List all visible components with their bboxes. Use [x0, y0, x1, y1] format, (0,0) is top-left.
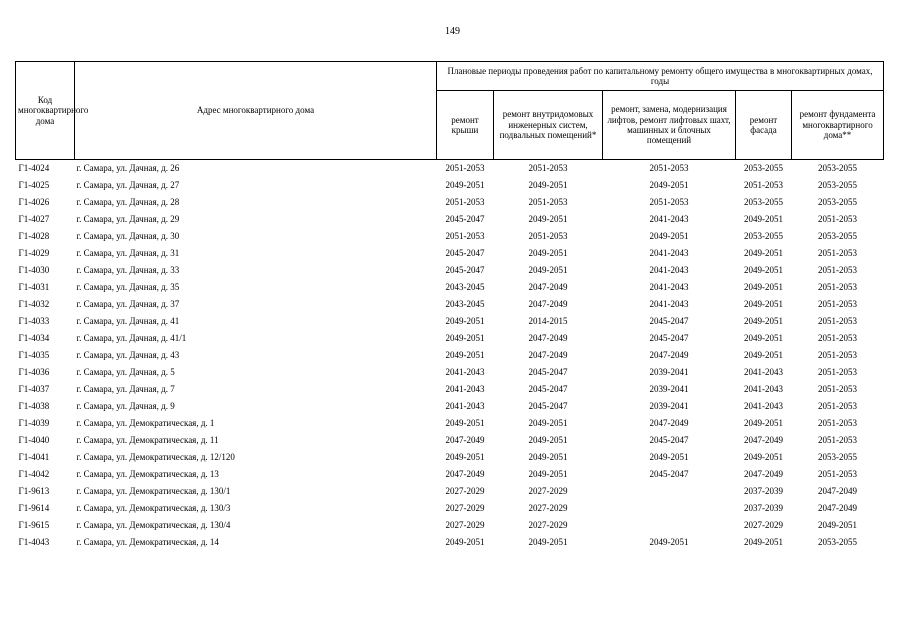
cell-facade: 2041-2043 — [744, 384, 783, 395]
cell-foundation: 2053-2055 — [818, 537, 858, 548]
cell-facade: 2049-2051 — [744, 214, 783, 225]
cell-systems: 2027-2029 — [528, 486, 568, 497]
cell-address: г. Самара, ул. Дачная, д. 29 — [76, 214, 180, 225]
cell-code: Г1-9614 — [18, 503, 50, 514]
cell-lifts: 2039-2041 — [649, 384, 689, 395]
cell-foundation: 2051-2053 — [818, 248, 858, 259]
cell-roof: 2049-2051 — [445, 180, 485, 191]
cell-address: г. Самара, ул. Дачная, д. 26 — [76, 163, 180, 174]
cell-systems: 2047-2049 — [528, 282, 568, 293]
cell-foundation: 2053-2055 — [818, 231, 858, 242]
cell-foundation: 2053-2055 — [818, 180, 858, 191]
cell-code: Г1-4042 — [18, 469, 50, 480]
cell-lifts: 2047-2049 — [649, 350, 689, 361]
cell-code: Г1-4026 — [18, 197, 50, 208]
cell-code: Г1-4037 — [18, 384, 50, 395]
cell-lifts: 2051-2053 — [649, 197, 689, 208]
cell-foundation: 2053-2055 — [818, 163, 858, 174]
cell-foundation: 2047-2049 — [818, 503, 858, 514]
cell-address: г. Самара, ул. Дачная, д. 41/1 — [76, 333, 187, 344]
cell-facade: 2051-2053 — [744, 180, 783, 191]
cell-foundation: 2051-2053 — [818, 418, 858, 429]
cell-code: Г1-9613 — [18, 486, 50, 497]
cell-systems: 2049-2051 — [528, 214, 568, 225]
cell-lifts: 2039-2041 — [649, 367, 689, 378]
cell-roof: 2049-2051 — [445, 418, 485, 429]
cell-facade: 2027-2029 — [744, 520, 783, 531]
header-systems: ремонт внутридомовых инженерных систем, подвальных помещений* — [494, 91, 603, 160]
cell-systems: 2027-2029 — [528, 503, 568, 514]
table-row — [16, 296, 884, 313]
cell-lifts: 2051-2053 — [649, 163, 689, 174]
cell-facade: 2053-2055 — [744, 163, 783, 174]
table-body — [16, 160, 884, 552]
table-row — [16, 160, 884, 178]
cell-foundation: 2049-2051 — [818, 520, 858, 531]
cell-lifts: 2047-2049 — [649, 418, 689, 429]
cell-lifts: 2049-2051 — [649, 180, 689, 191]
table-row — [16, 211, 884, 228]
table-row — [16, 262, 884, 279]
table-row — [16, 364, 884, 381]
cell-roof: 2043-2045 — [445, 299, 485, 310]
cell-lifts: 2045-2047 — [649, 333, 689, 344]
table-row — [16, 466, 884, 483]
cell-foundation: 2051-2053 — [818, 367, 858, 378]
cell-address: г. Самара, ул. Демократическая, д. 130/1 — [76, 486, 231, 497]
cell-code: Г1-4030 — [18, 265, 50, 276]
cell-foundation: 2051-2053 — [818, 299, 858, 310]
cell-facade: 2041-2043 — [744, 401, 783, 412]
cell-code: Г1-4041 — [18, 452, 50, 463]
cell-address: г. Самара, ул. Дачная, д. 28 — [76, 197, 180, 208]
cell-lifts: 2041-2043 — [649, 214, 689, 225]
cell-roof: 2041-2043 — [445, 384, 485, 395]
table-row — [16, 517, 884, 534]
cell-lifts: 2045-2047 — [649, 435, 689, 446]
cell-lifts — [603, 517, 736, 534]
cell-lifts: 2049-2051 — [649, 537, 689, 548]
cell-systems: 2049-2051 — [528, 418, 568, 429]
cell-facade: 2037-2039 — [744, 503, 783, 514]
table-row — [16, 245, 884, 262]
cell-foundation: 2051-2053 — [818, 265, 858, 276]
cell-code: Г1-4038 — [18, 401, 50, 412]
cell-roof: 2049-2051 — [445, 537, 485, 548]
table-row — [16, 500, 884, 517]
table-row — [16, 347, 884, 364]
cell-lifts: 2041-2043 — [649, 282, 689, 293]
cell-facade: 2053-2055 — [744, 231, 783, 242]
cell-systems: 2047-2049 — [528, 350, 568, 361]
cell-code: Г1-4036 — [18, 367, 50, 378]
cell-code: Г1-4034 — [18, 333, 50, 344]
table-row — [16, 534, 884, 551]
page-number: 149 — [445, 26, 460, 37]
cell-facade: 2047-2049 — [744, 469, 783, 480]
cell-address: г. Самара, ул. Демократическая, д. 14 — [76, 537, 219, 548]
cell-lifts — [603, 483, 736, 500]
cell-systems: 2051-2053 — [528, 197, 568, 208]
cell-address: г. Самара, ул. Дачная, д. 9 — [76, 401, 175, 412]
cell-roof: 2043-2045 — [445, 282, 485, 293]
cell-roof: 2051-2053 — [445, 163, 485, 174]
cell-foundation: 2047-2049 — [818, 486, 858, 497]
repair-schedule-table — [15, 61, 884, 551]
cell-roof: 2049-2051 — [445, 333, 485, 344]
cell-code: Г1-4032 — [18, 299, 50, 310]
cell-code: Г1-4028 — [18, 231, 50, 242]
cell-roof: 2051-2053 — [445, 197, 485, 208]
cell-code: Г1-4027 — [18, 214, 50, 225]
cell-systems: 2049-2051 — [528, 248, 568, 259]
cell-facade: 2049-2051 — [744, 537, 783, 548]
cell-systems: 2049-2051 — [528, 435, 568, 446]
cell-code: Г1-4025 — [18, 180, 50, 191]
cell-lifts — [603, 500, 736, 517]
table-row — [16, 279, 884, 296]
cell-roof: 2045-2047 — [445, 248, 485, 259]
table-row — [16, 415, 884, 432]
header-code: Код многоквартирного дома — [16, 62, 75, 160]
cell-roof: 2027-2029 — [445, 486, 485, 497]
cell-lifts: 2045-2047 — [649, 469, 689, 480]
cell-roof: 2049-2051 — [445, 316, 485, 327]
cell-roof: 2051-2053 — [445, 231, 485, 242]
cell-roof: 2045-2047 — [445, 265, 485, 276]
cell-lifts: 2041-2043 — [649, 299, 689, 310]
cell-systems: 2049-2051 — [528, 469, 568, 480]
cell-lifts: 2049-2051 — [649, 231, 689, 242]
cell-systems: 2051-2053 — [528, 163, 568, 174]
cell-roof: 2049-2051 — [445, 350, 485, 361]
cell-roof: 2027-2029 — [445, 520, 485, 531]
cell-systems: 2045-2047 — [528, 384, 568, 395]
cell-code: Г1-4033 — [18, 316, 50, 327]
table-row — [16, 228, 884, 245]
cell-address: г. Самара, ул. Демократическая, д. 11 — [76, 435, 219, 446]
cell-facade: 2053-2055 — [744, 197, 783, 208]
cell-roof: 2045-2047 — [445, 214, 485, 225]
cell-lifts: 2039-2041 — [649, 401, 689, 412]
table-row — [16, 432, 884, 449]
header-facade: ремонт фасада — [736, 91, 792, 160]
table-row — [16, 449, 884, 466]
cell-address: г. Самара, ул. Дачная, д. 41 — [76, 316, 180, 327]
cell-address: г. Самара, ул. Дачная, д. 27 — [76, 180, 180, 191]
cell-systems: 2014-2015 — [528, 316, 568, 327]
cell-facade: 2049-2051 — [744, 248, 783, 259]
cell-address: г. Самара, ул. Демократическая, д. 12/120 — [76, 452, 235, 463]
table-row — [16, 330, 884, 347]
cell-roof: 2047-2049 — [445, 469, 485, 480]
cell-code: Г1-4035 — [18, 350, 50, 361]
cell-code: Г1-9615 — [18, 520, 50, 531]
cell-address: г. Самара, ул. Демократическая, д. 1 — [76, 418, 215, 429]
cell-systems: 2045-2047 — [528, 367, 568, 378]
header-group: Плановые периоды проведения работ по капитальному ремонту общего имущества в многоквартирных домах, годы — [437, 62, 884, 91]
cell-lifts: 2049-2051 — [649, 452, 689, 463]
header-address: Адрес многоквартирного дома — [75, 62, 437, 160]
cell-roof: 2041-2043 — [445, 401, 485, 412]
cell-systems: 2047-2049 — [528, 333, 568, 344]
table-row — [16, 381, 884, 398]
cell-address: г. Самара, ул. Демократическая, д. 13 — [76, 469, 219, 480]
cell-address: г. Самара, ул. Демократическая, д. 130/4 — [76, 520, 231, 531]
cell-facade: 2047-2049 — [744, 435, 783, 446]
cell-foundation: 2051-2053 — [818, 350, 858, 361]
cell-foundation: 2051-2053 — [818, 435, 858, 446]
cell-systems: 2045-2047 — [528, 401, 568, 412]
cell-systems: 2027-2029 — [528, 520, 568, 531]
cell-foundation: 2051-2053 — [818, 469, 858, 480]
cell-facade: 2049-2051 — [744, 418, 783, 429]
table-row — [16, 313, 884, 330]
cell-address: г. Самара, ул. Дачная, д. 31 — [76, 248, 180, 259]
cell-address: г. Самара, ул. Дачная, д. 5 — [76, 367, 175, 378]
cell-address: г. Самара, ул. Демократическая, д. 130/3 — [76, 503, 231, 514]
cell-facade: 2049-2051 — [744, 282, 783, 293]
cell-foundation: 2053-2055 — [818, 452, 858, 463]
table-row — [16, 194, 884, 211]
table-row — [16, 398, 884, 415]
cell-facade: 2049-2051 — [744, 350, 783, 361]
header-lifts: ремонт, замена, модернизация лифтов, ремонт лифтовых шахт, машинных и блочных помещений — [603, 91, 736, 160]
cell-address: г. Самара, ул. Дачная, д. 7 — [76, 384, 175, 395]
cell-facade: 2049-2051 — [744, 452, 783, 463]
cell-facade: 2049-2051 — [744, 299, 783, 310]
cell-address: г. Самара, ул. Дачная, д. 43 — [76, 350, 180, 361]
cell-systems: 2049-2051 — [528, 180, 568, 191]
cell-facade: 2049-2051 — [744, 265, 783, 276]
cell-systems: 2049-2051 — [528, 537, 568, 548]
cell-facade: 2037-2039 — [744, 486, 783, 497]
cell-foundation: 2051-2053 — [818, 214, 858, 225]
cell-systems: 2049-2051 — [528, 265, 568, 276]
cell-code: Г1-4040 — [18, 435, 50, 446]
cell-facade: 2041-2043 — [744, 367, 783, 378]
cell-systems: 2051-2053 — [528, 231, 568, 242]
cell-foundation: 2051-2053 — [818, 401, 858, 412]
table-row — [16, 177, 884, 194]
cell-address: г. Самара, ул. Дачная, д. 35 — [76, 282, 180, 293]
cell-roof: 2047-2049 — [445, 435, 485, 446]
cell-foundation: 2051-2053 — [818, 316, 858, 327]
cell-lifts: 2045-2047 — [649, 316, 689, 327]
table-header — [16, 62, 884, 160]
cell-systems: 2049-2051 — [528, 452, 568, 463]
cell-address: г. Самара, ул. Дачная, д. 37 — [76, 299, 180, 310]
cell-code: Г1-4024 — [18, 163, 50, 174]
cell-lifts: 2041-2043 — [649, 265, 689, 276]
cell-lifts: 2041-2043 — [649, 248, 689, 259]
cell-address: г. Самара, ул. Дачная, д. 30 — [76, 231, 180, 242]
cell-code: Г1-4029 — [18, 248, 50, 259]
cell-systems: 2047-2049 — [528, 299, 568, 310]
cell-foundation: 2051-2053 — [818, 333, 858, 344]
cell-code: Г1-4031 — [18, 282, 50, 293]
cell-facade: 2049-2051 — [744, 316, 783, 327]
cell-code: Г1-4043 — [18, 537, 50, 548]
cell-foundation: 2053-2055 — [818, 197, 858, 208]
cell-foundation: 2051-2053 — [818, 282, 858, 293]
cell-foundation: 2051-2053 — [818, 384, 858, 395]
cell-roof: 2041-2043 — [445, 367, 485, 378]
header-roof: ремонт крыши — [437, 91, 494, 160]
table-row — [16, 483, 884, 500]
header-foundation: ремонт фундамента многоквартирного дома** — [792, 91, 884, 160]
cell-roof: 2027-2029 — [445, 503, 485, 514]
cell-facade: 2049-2051 — [744, 333, 783, 344]
cell-address: г. Самара, ул. Дачная, д. 33 — [76, 265, 180, 276]
cell-code: Г1-4039 — [18, 418, 50, 429]
cell-roof: 2049-2051 — [445, 452, 485, 463]
